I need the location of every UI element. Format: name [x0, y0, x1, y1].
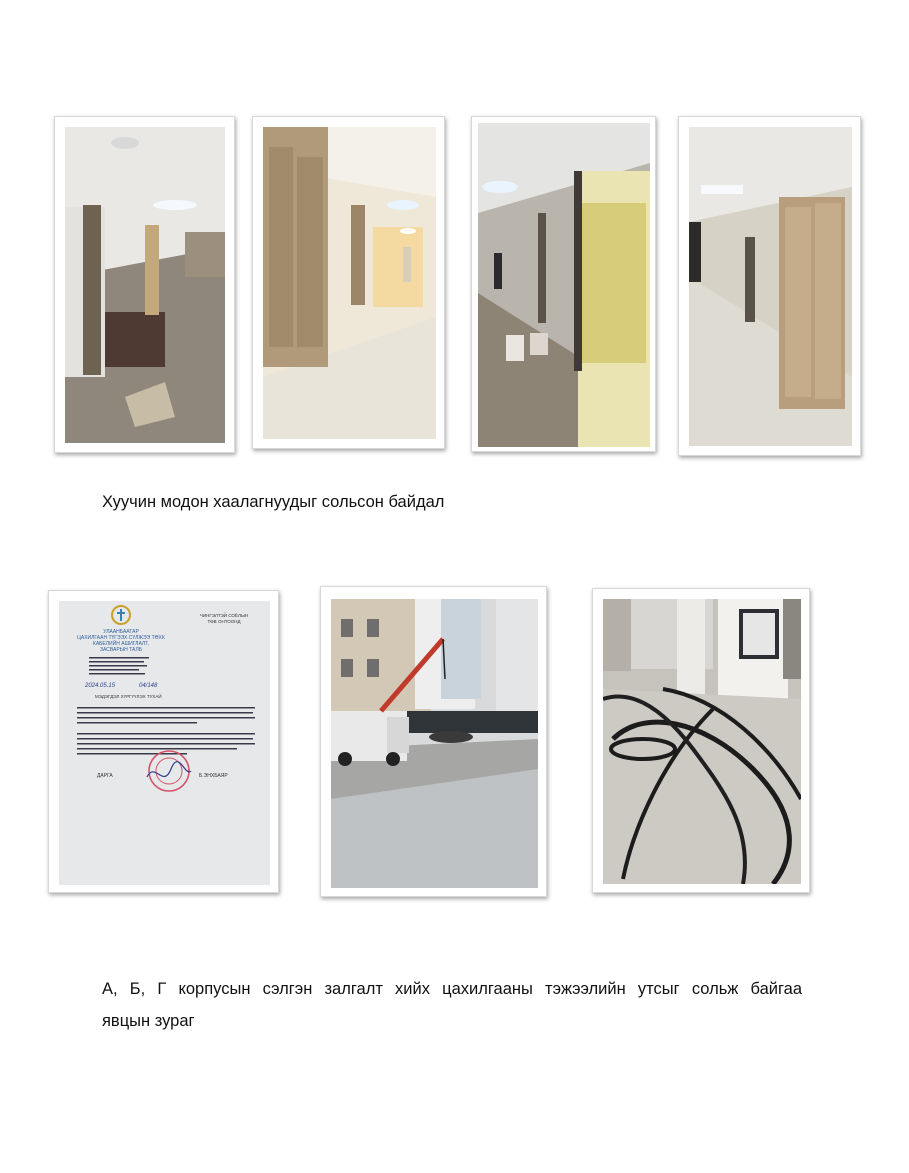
photo-letter: [48, 590, 279, 893]
letter-subject: МЭДЭГДЭЛ ХҮРГҮҮЛЭХ ТУХАЙ: [95, 694, 162, 699]
photo-corridor-worker: [471, 116, 656, 452]
corridor-worker-image: [478, 123, 650, 447]
org-name-line2: ЦАХИЛГААН ТҮГЭЭХ СҮЛЖЭЭ ТӨХК: [77, 635, 165, 641]
cables-image: [603, 599, 801, 884]
caption-cables: [102, 973, 802, 1037]
signature-label: ДАРГА: [97, 773, 113, 779]
addressee-line1: ЧИНГЭЛТЭЙ СОЁЛЫН: [199, 613, 249, 618]
cable-drum: [429, 731, 473, 743]
org-name-line4: ЗАСВАРЫН ТАЛБ: [99, 647, 143, 653]
addressee-line2: ТӨВ ОНТООНД: [207, 619, 241, 624]
crane-truck-image: [331, 599, 538, 888]
corridor-new-doors-image: [263, 127, 436, 439]
photo-corridor-new-doors: [252, 116, 445, 449]
letter-number: 04/148: [139, 683, 158, 689]
caption-doors-text: Хуучин модон хаалагнуудыг сольсон байдал: [102, 493, 445, 511]
photo-corridor-finished: [678, 116, 861, 456]
photo-corridor-demolition: [54, 116, 235, 453]
corridor-finished-image: [689, 127, 852, 446]
photo-crane-truck: [320, 586, 547, 897]
org-name-line3: КАБЕЛИЙН АШИГЛАЛТ,: [92, 641, 150, 647]
caption-cables-line1: А, Б, Г корпусын сэлгэн залгалт хийх цахилгааны тэжээлийн утсыг сольж байгаа: [102, 980, 802, 998]
org-name-line1: УЛААНБААТАР: [103, 629, 139, 635]
corridor-demolition-image: [65, 127, 225, 443]
signatory-name: Б.ЭНХБАЯР: [199, 773, 228, 779]
photo-cables: [592, 588, 810, 893]
letter-image: [59, 601, 270, 885]
letter-date: 2024.05.15: [85, 683, 116, 689]
caption-doors: [102, 486, 802, 518]
caption-cables-line2: явцын зураг: [102, 1012, 195, 1030]
